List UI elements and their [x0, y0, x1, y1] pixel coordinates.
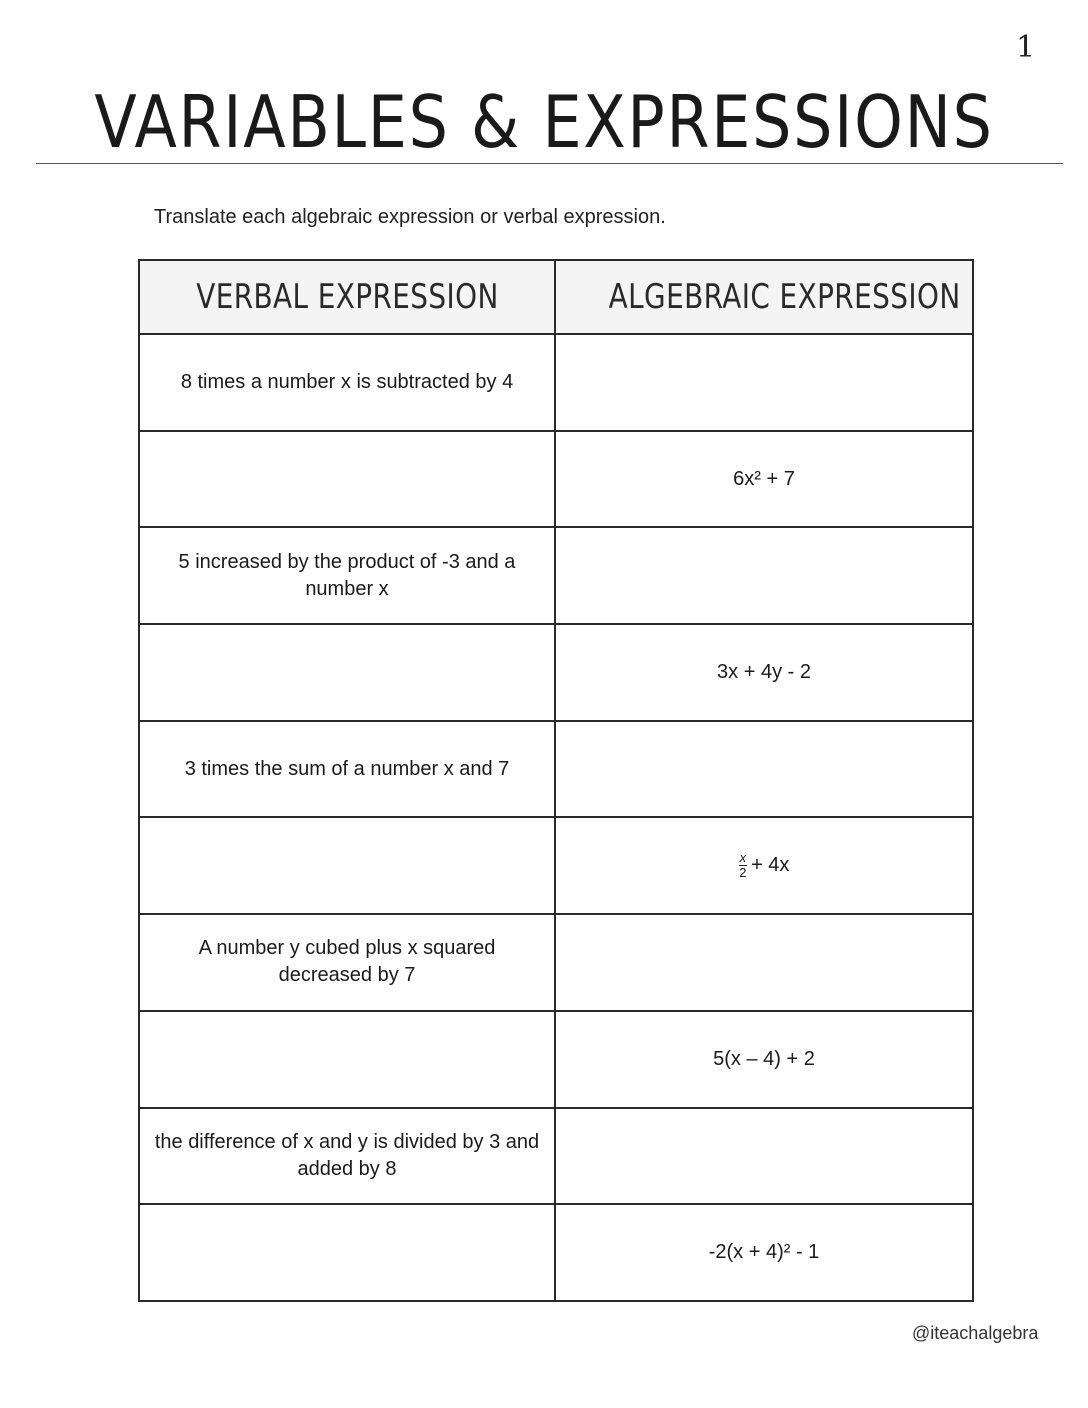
- algebraic-cell[interactable]: [555, 721, 973, 818]
- table-row: [139, 914, 973, 1011]
- title-divider: [36, 163, 1063, 164]
- author-handle: @iteachalgebra: [912, 1323, 1039, 1343]
- fraction-denominator: 2: [739, 865, 747, 881]
- verbal-cell[interactable]: [139, 1011, 555, 1108]
- expressions-table: [138, 259, 974, 1302]
- table-row: [139, 624, 973, 721]
- algebraic-cell[interactable]: [555, 334, 973, 431]
- page-number: 1: [1016, 30, 1036, 65]
- table-row: [139, 527, 973, 624]
- verbal-cell[interactable]: A number y cubed plus x squared decreased by 7: [139, 914, 555, 1011]
- verbal-cell[interactable]: 5 increased by the product of -3 and a number x: [139, 527, 555, 624]
- verbal-cell[interactable]: the difference of x and y is divided by 3 and added by 8: [139, 1108, 555, 1205]
- verbal-cell[interactable]: 8 times a number x is subtracted by 4: [139, 334, 555, 431]
- table-row: [139, 431, 973, 528]
- table-header-row: [139, 260, 973, 334]
- table-row: [139, 1204, 973, 1301]
- verbal-cell[interactable]: [139, 431, 555, 528]
- algebraic-cell[interactable]: [555, 914, 973, 1011]
- algebraic-cell[interactable]: [555, 1108, 973, 1205]
- algebraic-cell[interactable]: 3x + 4y - 2: [555, 624, 973, 721]
- algebraic-cell[interactable]: [555, 527, 973, 624]
- table-row: [139, 1108, 973, 1205]
- fraction-numerator: x: [739, 850, 747, 866]
- table-row: [139, 334, 973, 431]
- algebraic-cell[interactable]: -2(x + 4)² - 1: [555, 1204, 973, 1301]
- page-title: VARIABLES & EXPRESSIONS: [94, 80, 994, 164]
- algebraic-cell[interactable]: 6x² + 7: [555, 431, 973, 528]
- table-row: [139, 1011, 973, 1108]
- verbal-cell[interactable]: [139, 1204, 555, 1301]
- instruction-text: Translate each algebraic expression or verbal expression.: [154, 206, 666, 228]
- algebraic-cell[interactable]: [555, 817, 973, 914]
- fraction: [739, 851, 748, 880]
- table-row: [139, 721, 973, 818]
- verbal-cell[interactable]: 3 times the sum of a number x and 7: [139, 721, 555, 818]
- table-row: [139, 817, 973, 914]
- verbal-cell[interactable]: [139, 624, 555, 721]
- header-verbal-expression: VERBAL EXPRESSION: [139, 260, 555, 334]
- header-algebraic-expression: ALGEBRAIC EXPRESSION: [555, 260, 973, 334]
- verbal-cell[interactable]: [139, 817, 555, 914]
- algebraic-cell[interactable]: 5(x – 4) + 2: [555, 1011, 973, 1108]
- expression-rest: + 4x: [751, 854, 790, 877]
